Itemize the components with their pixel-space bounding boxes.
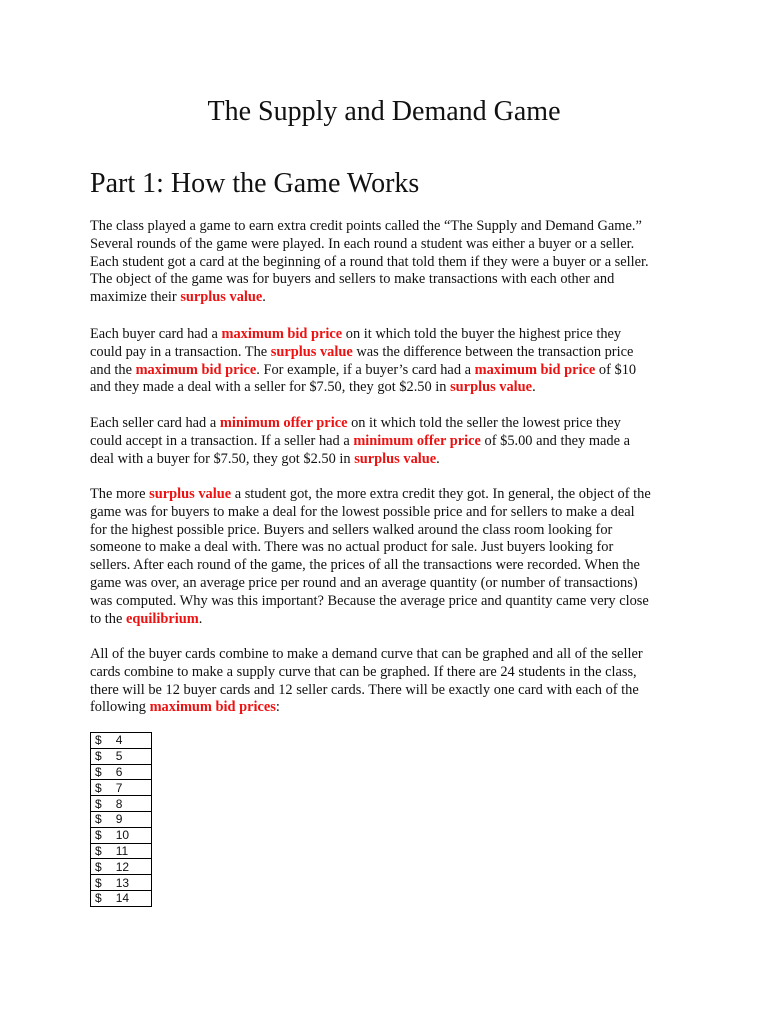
- currency-symbol: $: [95, 796, 102, 811]
- part1-heading: Part 1: How the Game Works: [90, 168, 420, 199]
- term-surplus-value: surplus value: [270, 343, 353, 360]
- bid-value: 10: [115, 828, 130, 843]
- text-line: All of the buyer cards combine to make a demand curve that can be graphed and all of the seller: [90, 646, 643, 662]
- text-run: Each buyer card had a: [90, 326, 222, 342]
- text-run: Each seller card had a: [90, 415, 220, 431]
- text-line: [90, 611, 686, 629]
- bid-price-table: [90, 732, 152, 907]
- paragraph-seller-card: [90, 415, 686, 468]
- currency-symbol: $: [95, 733, 102, 748]
- text-run: .: [198, 610, 203, 627]
- document-title: The Supply and Demand Game: [207, 96, 561, 127]
- table-row: [91, 733, 152, 749]
- term-surplus-value: surplus value: [149, 486, 232, 502]
- text-run: .: [436, 450, 440, 467]
- table-row: [91, 780, 152, 796]
- bid-value: 12: [115, 859, 130, 874]
- table-row: [91, 890, 152, 906]
- text-run: a student got, the more extra credit they got. In general, the object of the: [231, 486, 651, 502]
- table-cell: [91, 875, 152, 891]
- paragraph-buyer-card: [90, 326, 686, 397]
- currency-symbol: $: [95, 828, 102, 843]
- table-cell: [91, 859, 152, 875]
- text-run: of $10: [595, 361, 637, 378]
- currency-symbol: $: [95, 875, 102, 890]
- term-minimum-offer-price: minimum offer price: [353, 432, 481, 449]
- table-row: [91, 875, 152, 891]
- text-run: maximize their: [90, 289, 181, 306]
- term-maximum-bid-price: maximum bid price: [474, 361, 596, 378]
- text-line: was computed. Why was this important? Because the average price and quantity came very close: [90, 592, 649, 609]
- table-cell: [91, 796, 152, 812]
- text-line: [90, 362, 686, 380]
- text-run: could accept in a transaction. If a seller had a: [90, 432, 354, 449]
- paragraph-intro: [90, 218, 686, 307]
- currency-symbol: $: [95, 843, 102, 858]
- text-line: [90, 486, 686, 504]
- bid-value: 13: [115, 875, 130, 890]
- text-run: . For example, if a buyer’s card had a: [256, 361, 475, 378]
- currency-symbol: $: [95, 859, 102, 874]
- table-cell: [91, 733, 152, 749]
- text-run: The more: [90, 486, 150, 502]
- bid-value: 14: [115, 891, 130, 906]
- text-run: and the: [90, 361, 136, 378]
- table-cell: [91, 890, 152, 906]
- text-run: and they made a deal with a seller for $7.50, they got $2.50 in: [90, 379, 451, 396]
- paragraph-cards: [90, 646, 686, 717]
- text-line: The class played a game to earn extra credit points called the “The Supply and Demand Game.”: [90, 218, 642, 234]
- text-line: Each student got a card at the beginning of a round that told them if they were a buyer or a seller.: [90, 253, 649, 270]
- table-cell: [91, 748, 152, 764]
- text-line: cards combine to make a supply curve that can be graphed. If there are 24 students in the class,: [90, 663, 637, 680]
- table-row: [91, 843, 152, 859]
- text-line: [90, 415, 686, 433]
- text-run: .: [262, 289, 266, 306]
- term-surplus-value: surplus value: [450, 379, 533, 396]
- text-run: to the: [90, 610, 126, 627]
- paragraph-game-object: [90, 486, 686, 628]
- table-cell: [91, 780, 152, 796]
- currency-symbol: $: [95, 891, 102, 906]
- text-line: game was over, an average price per round and an average quantity (or number of transactions): [90, 574, 638, 591]
- term-maximum-bid-price: maximum bid price: [221, 326, 343, 342]
- table-cell: [91, 811, 152, 827]
- text-line: [90, 379, 686, 397]
- text-line: [90, 289, 686, 307]
- currency-symbol: $: [95, 749, 102, 764]
- table-row: [91, 748, 152, 764]
- bid-value: 9: [115, 812, 123, 827]
- text-line: game was for buyers to make a deal for the lowest possible price and for sellers to make a deal: [90, 503, 635, 520]
- table-cell: [91, 827, 152, 843]
- text-line: The object of the game was for buyers and sellers to make transactions with each other and: [90, 271, 615, 288]
- term-surplus-value: surplus value: [354, 450, 437, 467]
- text-run: .: [532, 379, 536, 396]
- text-run: of $5.00 and they made a: [480, 432, 630, 449]
- text-line: for the highest possible price. Buyers and sellers walked around the class room looking for: [90, 521, 613, 538]
- text-line: Several rounds of the game were played. In each round a student was either a buyer or a seller.: [90, 235, 635, 252]
- bid-value: 8: [115, 796, 123, 811]
- table-cell: [91, 843, 152, 859]
- table-row: [91, 764, 152, 780]
- bid-value: 6: [115, 764, 123, 779]
- currency-symbol: $: [95, 812, 102, 827]
- table-row: [91, 859, 152, 875]
- term-maximum-bid-prices: maximum bid prices: [149, 699, 276, 716]
- text-run: following: [90, 699, 150, 716]
- bid-value: 7: [115, 780, 123, 795]
- bid-value: 4: [115, 733, 123, 748]
- currency-symbol: $: [95, 780, 102, 795]
- text-run: was the difference between the transaction price: [352, 343, 634, 360]
- text-line: there will be 12 buyer cards and 12 seller cards. There will be exactly one card with each of the: [90, 681, 639, 698]
- currency-symbol: $: [95, 764, 102, 779]
- text-run: :: [275, 699, 280, 716]
- text-line: [90, 699, 686, 717]
- term-maximum-bid-price: maximum bid price: [135, 361, 257, 378]
- text-line: [90, 433, 686, 451]
- text-run: could pay in a transaction. The: [90, 343, 271, 360]
- term-equilibrium: equilibrium: [125, 610, 199, 627]
- table-cell: [91, 764, 152, 780]
- table-row: [91, 796, 152, 812]
- bid-value: 11: [115, 843, 129, 858]
- text-line: [90, 451, 686, 469]
- text-run: deal with a buyer for $7.50, they got $2.50 in: [90, 450, 355, 467]
- text-line: sellers. After each round of the game, the prices of all the transactions were recorded. When the: [90, 557, 640, 574]
- term-surplus-value: surplus value: [180, 289, 263, 306]
- table-row: [91, 811, 152, 827]
- text-line: someone to make a deal with. There was no actual product for sale. Just buyers looking for: [90, 539, 614, 556]
- table-row: [91, 827, 152, 843]
- bid-value: 5: [115, 749, 123, 764]
- text-run: on it which told the buyer the highest price they: [342, 326, 622, 342]
- text-line: [90, 326, 686, 344]
- term-minimum-offer-price: minimum offer price: [219, 415, 348, 431]
- text-line: [90, 344, 686, 362]
- text-run: on it which told the seller the lowest price they: [347, 415, 621, 431]
